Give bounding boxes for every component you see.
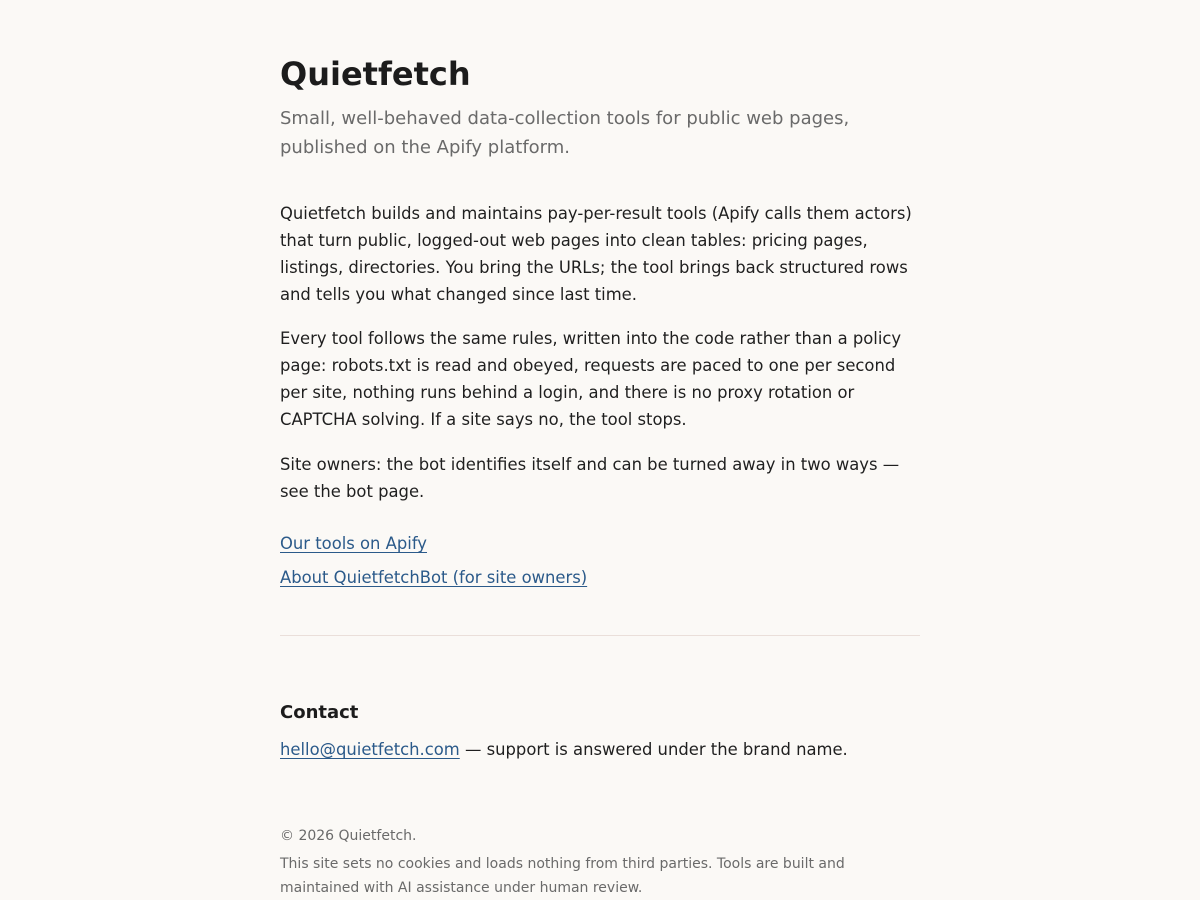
apify-tools-link[interactable]: Our tools on Apify xyxy=(280,534,428,553)
contact-email-link[interactable]: hello@quietfetch.com xyxy=(280,740,460,759)
site-title: Quietfetch xyxy=(280,55,471,93)
intro-paragraph: Quietfetch builds and maintains pay-per-result tools (Apify calls them actors) that turn public, logged-out web pages into clean tables: pricing pages, listings, directories. You bring the URLs; the tool brings back structured rows and tells you what changed since last time. xyxy=(280,204,912,304)
contact-heading: Contact xyxy=(280,702,359,723)
footer-copyright: © 2026 Quietfetch. xyxy=(280,828,417,844)
rules-paragraph: Every tool follows the same rules, written into the code rather than a policy page: robots.txt is read and obeyed, requests are paced to one per second per site, nothing runs behind a login, and there is no proxy rotation or CAPTCHA solving. If a site says no, the tool stops. xyxy=(280,329,902,429)
contact-note: — support is answered under the brand name. xyxy=(459,740,848,759)
section-divider xyxy=(280,635,920,636)
contact-line xyxy=(280,737,920,763)
footer-note: This site sets no cookies and loads nothing from third parties. Tools are built and maintained with AI assistance under human review. xyxy=(280,856,845,896)
site-owners-paragraph: Site owners: the bot identifies itself and can be turned away in two ways — see the bot page. xyxy=(280,455,900,501)
site-tagline: Small, well-behaved data-collection tools for public web pages, published on the Apify platform. xyxy=(280,108,850,158)
bot-info-link[interactable]: About QuietfetchBot (for site owners) xyxy=(280,568,588,587)
